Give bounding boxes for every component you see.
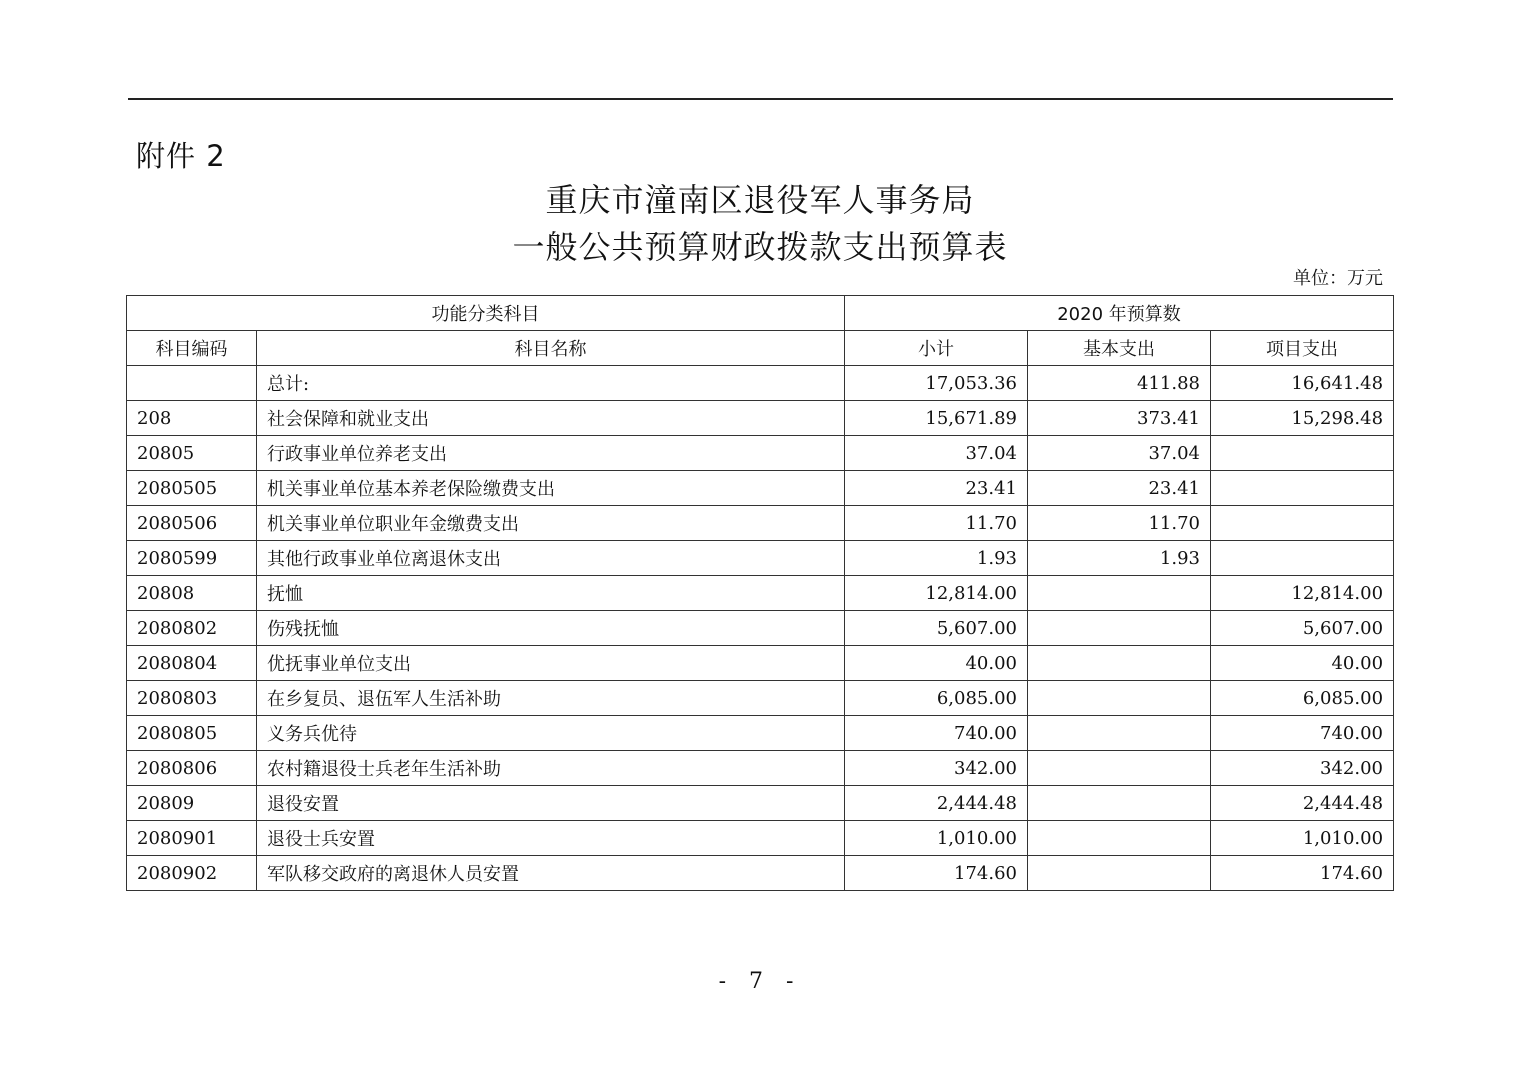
name-cell: 农村籍退役士兵老年生活补助 xyxy=(257,751,845,786)
table-row xyxy=(127,716,1394,751)
subtotal-cell: 174.60 xyxy=(845,856,1028,891)
column-header-row xyxy=(127,331,1394,366)
code-cell: 2080805 xyxy=(127,716,257,751)
document-title-line1: 重庆市潼南区退役军人事务局 xyxy=(545,181,975,219)
table-row xyxy=(127,401,1394,436)
code-cell: 2080802 xyxy=(127,611,257,646)
name-cell: 其他行政事业单位离退休支出 xyxy=(257,541,845,576)
code-cell: 20809 xyxy=(127,786,257,821)
table-row xyxy=(127,751,1394,786)
code-cell: 2080806 xyxy=(127,751,257,786)
basic-cell xyxy=(1028,646,1211,681)
name-cell: 机关事业单位基本养老保险缴费支出 xyxy=(257,471,845,506)
table-row xyxy=(127,366,1394,401)
basic-cell xyxy=(1028,751,1211,786)
subtotal-cell: 40.00 xyxy=(845,646,1028,681)
project-cell: 2,444.48 xyxy=(1211,786,1394,821)
table-row xyxy=(127,856,1394,891)
project-cell: 6,085.00 xyxy=(1211,681,1394,716)
basic-cell: 11.70 xyxy=(1028,506,1211,541)
project-cell xyxy=(1211,506,1394,541)
basic-cell xyxy=(1028,856,1211,891)
table-row xyxy=(127,821,1394,856)
project-cell: 174.60 xyxy=(1211,856,1394,891)
name-cell: 义务兵优待 xyxy=(257,716,845,751)
code-cell: 2080599 xyxy=(127,541,257,576)
code-cell: 20808 xyxy=(127,576,257,611)
name-column-header: 科目名称 xyxy=(257,331,845,366)
subtotal-cell: 6,085.00 xyxy=(845,681,1028,716)
subtotal-cell: 342.00 xyxy=(845,751,1028,786)
subtotal-cell: 23.41 xyxy=(845,471,1028,506)
subtotal-cell: 37.04 xyxy=(845,436,1028,471)
subtotal-cell: 740.00 xyxy=(845,716,1028,751)
name-cell: 退役安置 xyxy=(257,786,845,821)
table-row xyxy=(127,576,1394,611)
subtotal-cell: 5,607.00 xyxy=(845,611,1028,646)
name-cell: 抚恤 xyxy=(257,576,845,611)
project-cell: 16,641.48 xyxy=(1211,366,1394,401)
table-row xyxy=(127,506,1394,541)
code-cell: 2080902 xyxy=(127,856,257,891)
header-rule xyxy=(128,98,1393,100)
project-cell xyxy=(1211,436,1394,471)
table-row xyxy=(127,786,1394,821)
budget-year-header: 2020 年预算数 xyxy=(845,296,1394,331)
project-cell: 5,607.00 xyxy=(1211,611,1394,646)
code-column-header: 科目编码 xyxy=(127,331,257,366)
subtotal-cell: 11.70 xyxy=(845,506,1028,541)
subtotal-cell: 15,671.89 xyxy=(845,401,1028,436)
subtotal-cell: 1,010.00 xyxy=(845,821,1028,856)
code-cell: 2080901 xyxy=(127,821,257,856)
basic-cell: 23.41 xyxy=(1028,471,1211,506)
code-cell: 2080803 xyxy=(127,681,257,716)
basic-cell xyxy=(1028,821,1211,856)
name-cell: 行政事业单位养老支出 xyxy=(257,436,845,471)
subtotal-cell: 2,444.48 xyxy=(845,786,1028,821)
subtotal-cell: 17,053.36 xyxy=(845,366,1028,401)
code-cell xyxy=(127,366,257,401)
project-cell: 15,298.48 xyxy=(1211,401,1394,436)
unit-label: 单位：万元 xyxy=(1293,268,1383,289)
name-cell: 在乡复员、退伍军人生活补助 xyxy=(257,681,845,716)
name-cell: 机关事业单位职业年金缴费支出 xyxy=(257,506,845,541)
code-cell: 2080804 xyxy=(127,646,257,681)
subtotal-cell: 1.93 xyxy=(845,541,1028,576)
code-cell: 20805 xyxy=(127,436,257,471)
table-row xyxy=(127,541,1394,576)
basic-cell xyxy=(1028,716,1211,751)
name-cell: 优抚事业单位支出 xyxy=(257,646,845,681)
subtotal-column-header: 小计 xyxy=(845,331,1028,366)
code-cell: 2080506 xyxy=(127,506,257,541)
basic-cell: 37.04 xyxy=(1028,436,1211,471)
document-title-line2: 一般公共预算财政拨款支出预算表 xyxy=(512,228,1008,266)
name-cell: 伤残抚恤 xyxy=(257,611,845,646)
project-cell: 40.00 xyxy=(1211,646,1394,681)
name-cell: 社会保障和就业支出 xyxy=(257,401,845,436)
name-cell: 退役士兵安置 xyxy=(257,821,845,856)
table-row xyxy=(127,471,1394,506)
code-cell: 2080505 xyxy=(127,471,257,506)
basic-cell xyxy=(1028,611,1211,646)
basic-cell xyxy=(1028,681,1211,716)
basic-column-header: 基本支出 xyxy=(1028,331,1211,366)
subtotal-cell: 12,814.00 xyxy=(845,576,1028,611)
budget-table xyxy=(126,295,1394,891)
group-header-row xyxy=(127,296,1394,331)
project-cell: 12,814.00 xyxy=(1211,576,1394,611)
basic-cell: 373.41 xyxy=(1028,401,1211,436)
name-cell: 军队移交政府的离退休人员安置 xyxy=(257,856,845,891)
project-cell: 342.00 xyxy=(1211,751,1394,786)
name-cell: 总计: xyxy=(257,366,845,401)
attachment-label: 附件 2 xyxy=(136,139,226,173)
basic-cell: 1.93 xyxy=(1028,541,1211,576)
basic-cell xyxy=(1028,786,1211,821)
project-cell: 1,010.00 xyxy=(1211,821,1394,856)
project-cell: 740.00 xyxy=(1211,716,1394,751)
project-cell xyxy=(1211,541,1394,576)
project-column-header: 项目支出 xyxy=(1211,331,1394,366)
basic-cell: 411.88 xyxy=(1028,366,1211,401)
table-row xyxy=(127,681,1394,716)
budget-table-body xyxy=(127,366,1394,891)
code-cell: 208 xyxy=(127,401,257,436)
project-cell xyxy=(1211,471,1394,506)
classification-header: 功能分类科目 xyxy=(127,296,845,331)
table-row xyxy=(127,611,1394,646)
table-row xyxy=(127,646,1394,681)
table-row xyxy=(127,436,1394,471)
page-number: - 7 - xyxy=(718,969,802,994)
basic-cell xyxy=(1028,576,1211,611)
